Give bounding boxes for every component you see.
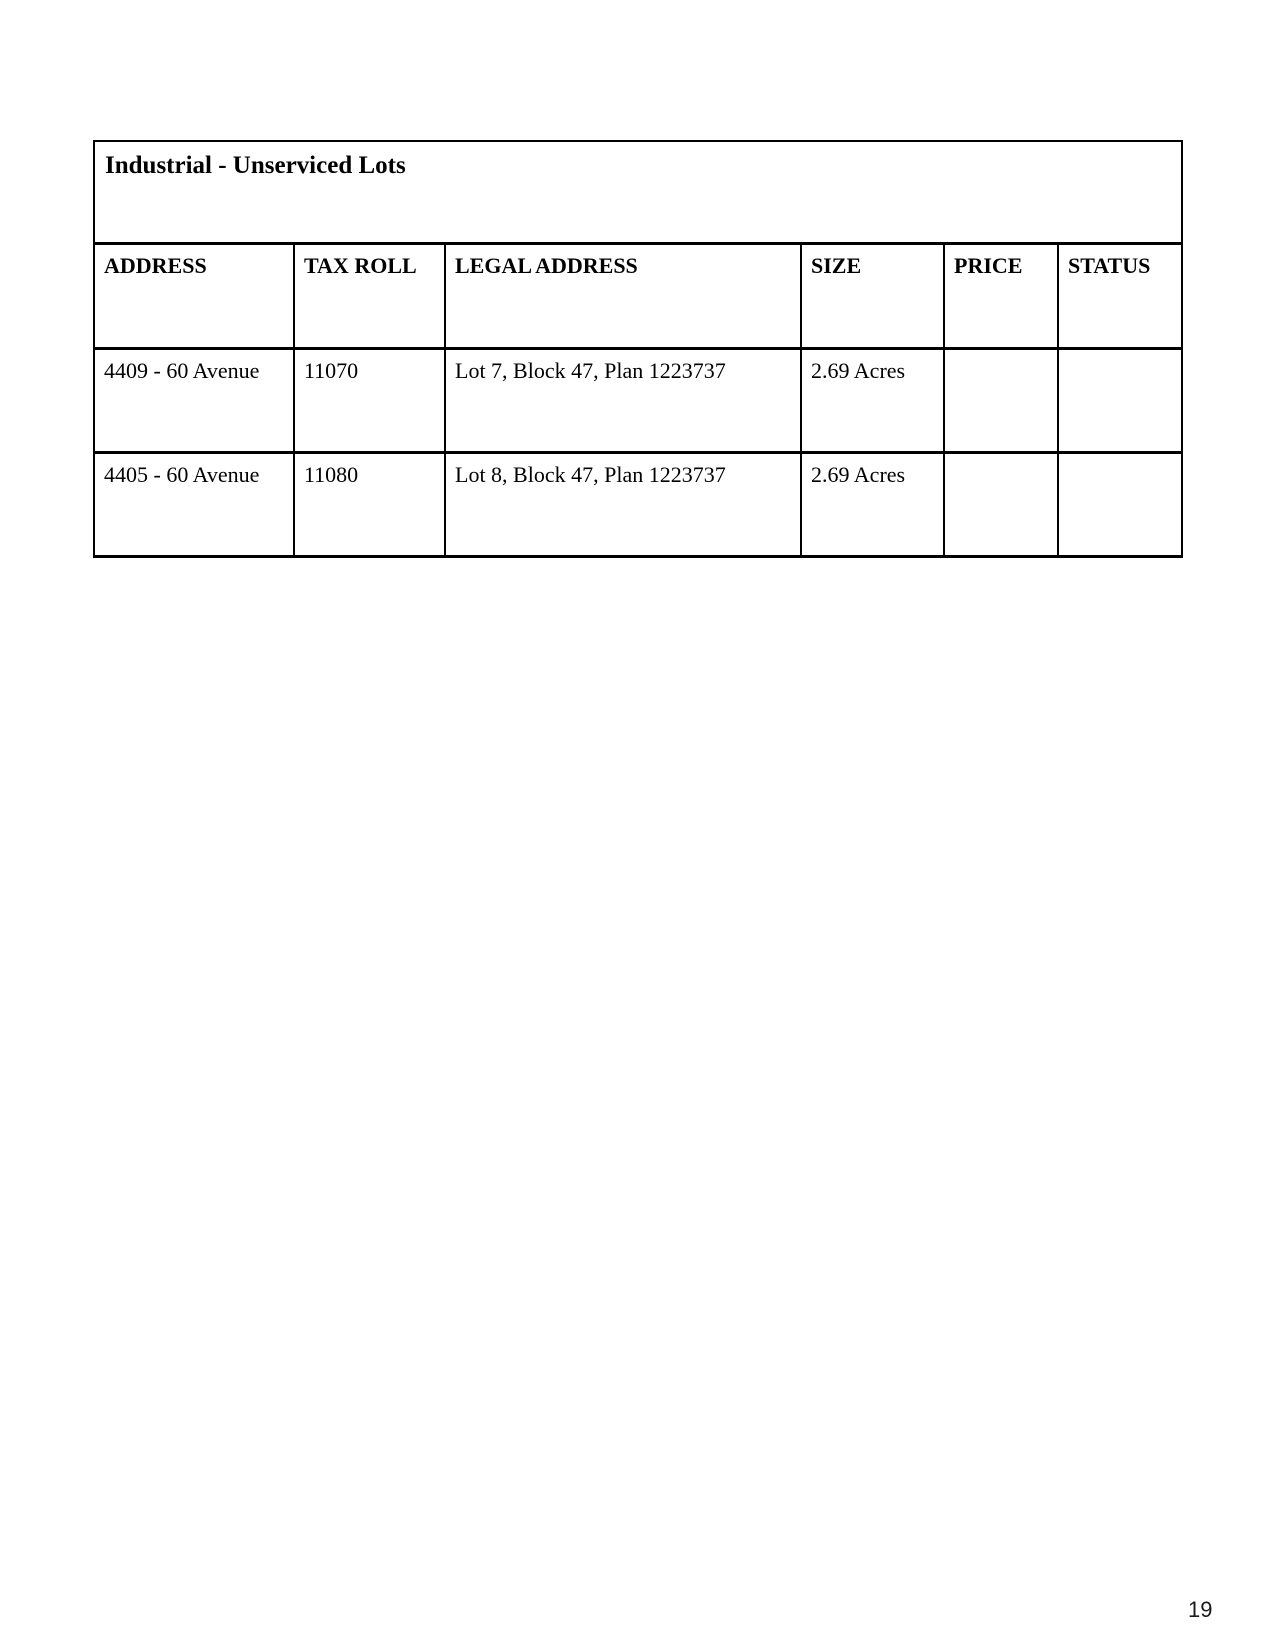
table-title: Industrial - Unserviced Lots <box>94 141 1182 244</box>
col-header-tax-roll: TAX ROLL <box>294 244 445 349</box>
cell-size: 2.69 Acres <box>801 453 944 557</box>
cell-size: 2.69 Acres <box>801 349 944 453</box>
col-header-legal-address: LEGAL ADDRESS <box>445 244 801 349</box>
cell-tax-roll: 11070 <box>294 349 445 453</box>
cell-legal-address: Lot 8, Block 47, Plan 1223737 <box>445 453 801 557</box>
cell-status <box>1058 453 1182 557</box>
cell-price <box>944 453 1058 557</box>
table-header-row <box>94 244 1182 349</box>
cell-status <box>1058 349 1182 453</box>
table-row <box>94 349 1182 453</box>
page-number: 19 <box>1188 1597 1213 1622</box>
cell-address: 4409 - 60 Avenue <box>94 349 294 453</box>
col-header-address: ADDRESS <box>94 244 294 349</box>
industrial-unserviced-lots-table <box>93 140 1183 558</box>
col-header-size: SIZE <box>801 244 944 349</box>
cell-legal-address: Lot 7, Block 47, Plan 1223737 <box>445 349 801 453</box>
col-header-price: PRICE <box>944 244 1058 349</box>
cell-tax-roll: 11080 <box>294 453 445 557</box>
cell-address: 4405 - 60 Avenue <box>94 453 294 557</box>
table-row <box>94 453 1182 557</box>
col-header-status: STATUS <box>1058 244 1182 349</box>
table-title-row <box>94 141 1182 244</box>
cell-price <box>944 349 1058 453</box>
